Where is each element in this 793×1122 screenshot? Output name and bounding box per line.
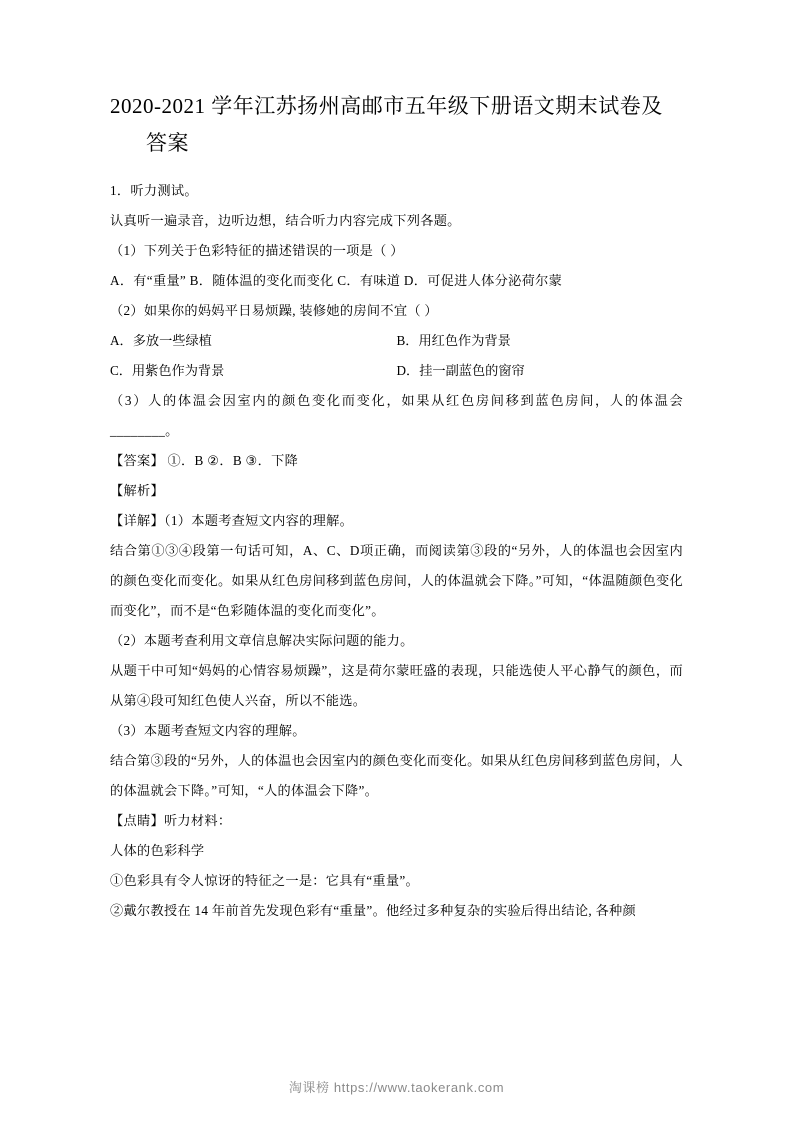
- analysis-label: 【解析】: [110, 483, 164, 498]
- question-1-2-options-row-1: [110, 326, 683, 356]
- page-footer: [0, 1077, 793, 1096]
- explanation-2-body: 从题干中可知“妈妈的心情容易烦躁”，这是荷尔蒙旺盛的表现，只能选使人平心静气的颜色，而从第④段可知红色使人兴奋，所以不能选。: [110, 663, 683, 708]
- explanation-3-body: 结合第③段的“另外，人的体温也会因室内的颜色变化而变化。如果从红色房间移到蓝色房间，人的体温就会下降。”可知，“人的体温会下降”。: [110, 753, 683, 798]
- question-1-2: （2）如果你的妈妈平日易烦躁, 装修她的房间不宜（ ）: [110, 303, 438, 318]
- question-1-1-options: A．有“重量” B．随体温的变化而变化 C．有味道 D．可促进人体分泌荷尔蒙: [110, 273, 563, 288]
- explanation-2: （2）本题考查利用文章信息解决实际问题的能力。: [110, 633, 414, 648]
- question-1-1: （1）下列关于色彩特征的描述错误的一项是（ ）: [110, 243, 404, 258]
- listening-material-title: 人体的色彩科学: [110, 843, 205, 858]
- tips-label: 【点睛】听力材料：: [110, 813, 232, 828]
- explanation-3: （3）本题考查短文内容的理解。: [110, 723, 306, 738]
- footer-brand: 淘课榜: [288, 1080, 330, 1095]
- question-1-3: （3）人的体温会因室内的颜色变化而变化，如果从红色房间移到蓝色房间，人的体温会________。: [110, 393, 683, 438]
- explanation-1: 【详解】（1）本题考查短文内容的理解。: [110, 513, 354, 528]
- option-d: D．挂一副蓝色的窗帘: [396, 363, 525, 378]
- question-1-2-options-row-2: [110, 356, 683, 386]
- explanation-1-body: 结合第①③④段第一句话可知，A、C、D项正确，而阅读第③段的“另外，人的体温也会因室内的颜色变化而变化。如果从红色房间移到蓝色房间，人的体温就会下降。”可知，“体温随颜色变化而变化”，而不是“色彩随体温的变化而变化”。: [110, 543, 683, 618]
- listening-material-p1: ①色彩具有令人惊讶的特征之一是：它具有“重量”。: [110, 873, 420, 888]
- title-line-1: 2020-2021 学年江苏扬州高邮市五年级下册语文期末试卷及: [110, 94, 663, 118]
- answer-block: 【答案】 ①．B ②．B ③．下降: [110, 453, 299, 468]
- paragraph: 1．听力测试。: [110, 183, 198, 198]
- document-body: [110, 176, 683, 926]
- paragraph: 认真听一遍录音，边听边想，结合听力内容完成下列各题。: [110, 213, 461, 228]
- listening-material-p2: ②戴尔教授在 14 年前首先发现色彩有“重量”。他经过多种复杂的实验后得出结论, 各种颜: [110, 903, 637, 918]
- option-c: C．用紫色作为背景: [110, 363, 225, 378]
- option-b: B．用红色作为背景: [396, 333, 511, 348]
- footer-site-url: https://www.taokerank.com: [333, 1080, 505, 1095]
- page-title: [110, 88, 683, 162]
- option-a: A．多放一些绿植: [110, 333, 212, 348]
- title-line-2: 答案: [146, 131, 189, 155]
